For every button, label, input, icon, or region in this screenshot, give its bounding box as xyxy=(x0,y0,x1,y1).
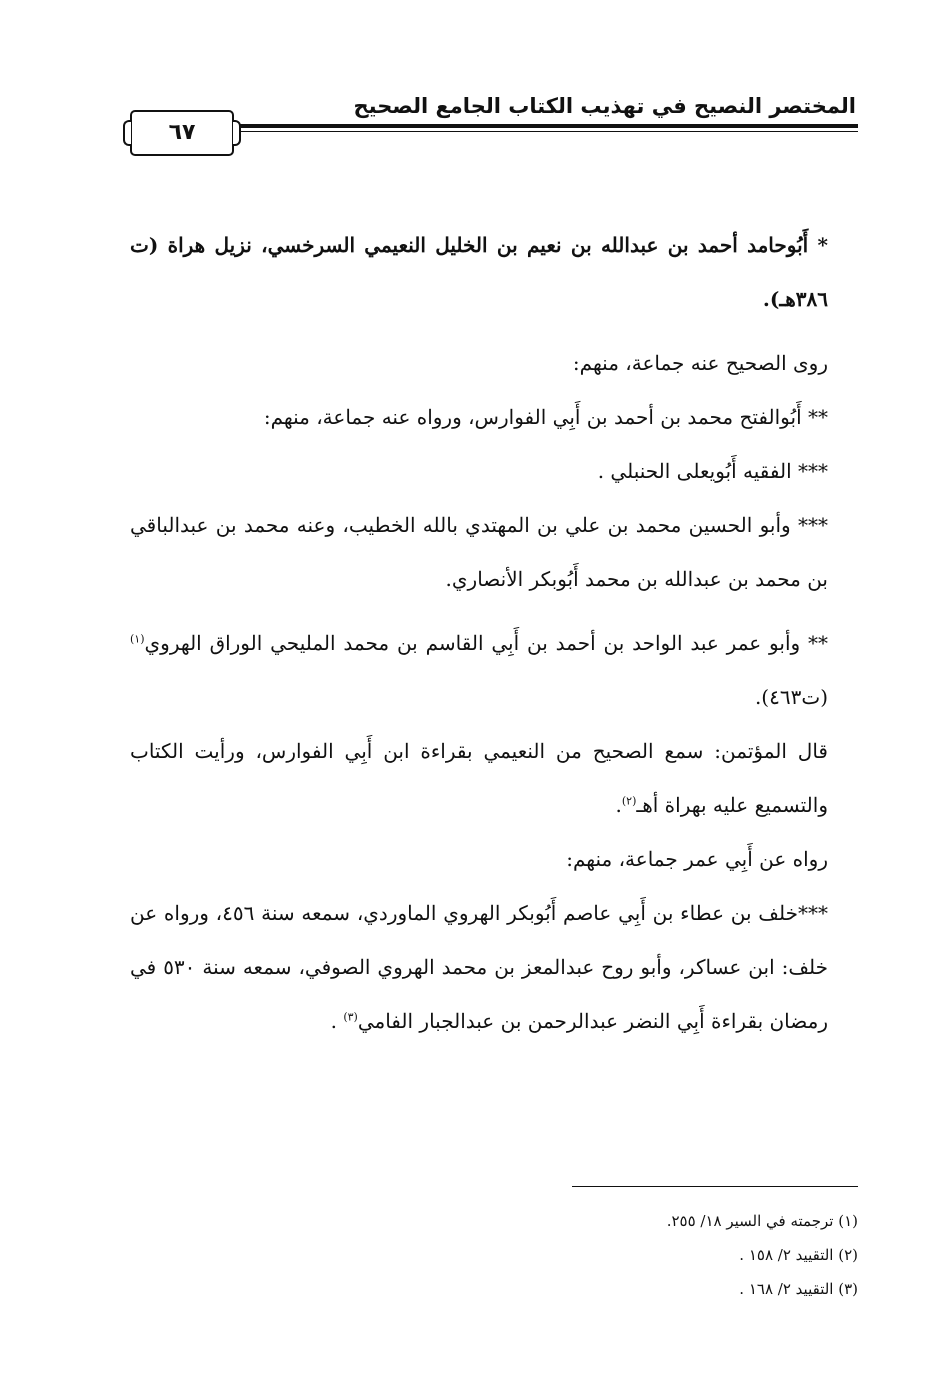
spacer xyxy=(130,326,858,336)
main-text xyxy=(130,218,858,1048)
header-rule-thin xyxy=(236,131,858,132)
footnote-separator xyxy=(572,1186,858,1187)
page-number: ٦٧ xyxy=(130,110,234,156)
paragraph-narrator-naimi: * أَبُوحامد أحمد بن عبدالله بن نعيم بن الخليل النعيمي السرخسي، نزيل هراة (ت ٣٨٦هـ). xyxy=(130,233,828,311)
paragraph-narrators-intro: روى الصحيح عنه جماعة، منهم: xyxy=(572,351,828,375)
paragraph-tail: (ت٤٦٣). xyxy=(754,685,828,709)
footnote-ref[interactable]: (٢) xyxy=(621,794,637,808)
paragraph-text: ***خلف بن عطاء بن أَبِي عاصم أَبُوبكر الهروي الماوردي، سمعه سنة ٤٥٦، ورواه عن خلف: ابن عساكر، وأبو روح عبدالمعز بن محمد الهروي الصوفي، سمعه سنة ٥٣٠ في رمضان بقراءة أَبِي النضر عبدالرحمن بن عبدالجبار الفامي xyxy=(130,901,829,1033)
footnote-ref[interactable]: (٣) xyxy=(343,1010,358,1024)
paragraph-abu-alfath: ** أَبُوالفتح محمد بن أحمد بن أَبِي الفوارس، ورواه عنه جماعة، منهم: xyxy=(263,405,828,429)
footnote-ref[interactable]: (١) xyxy=(130,632,145,646)
footnote-2: (٢) التقييد ٢/ ١٥٨ . xyxy=(739,1246,858,1264)
footnote-3: (٣) التقييد ٢/ ١٦٨ . xyxy=(739,1280,858,1298)
paragraph-abu-umar-narrators: رواه عن أَبِي عمر جماعة، منهم: xyxy=(566,847,828,871)
paragraph-almutamin xyxy=(130,724,858,832)
paragraph-tail: . xyxy=(615,793,622,817)
paragraph-abu-umar xyxy=(130,616,858,724)
spacer xyxy=(130,606,858,616)
header-rule-thick xyxy=(236,124,858,128)
paragraph-text: قال المؤتمن: سمع الصحيح من النعيمي بقراءة ابن أَبِي الفوارس، ورأيت الكتاب والتسميع عليه بهراة أهـ xyxy=(130,739,828,817)
footnote-1: (١) ترجمته في السير ١٨/ ٢٥٥. xyxy=(666,1212,858,1230)
paragraph-khalaf xyxy=(130,886,858,1048)
paragraph-abu-alhusayn: *** وأبو الحسين محمد بن علي بن المهتدي بالله الخطيب، وعنه محمد بن عبدالباقي بن محمد بن عبدالله بن محمد أَبُوبكر الأنصاري. xyxy=(130,513,828,591)
running-title: المختصر النصيح في تهذيب الكتاب الجامع الصحيح xyxy=(353,94,856,118)
footnotes xyxy=(130,1204,858,1306)
paragraph-abu-yala: *** الفقيه أَبُويعلى الحنبلي . xyxy=(597,459,828,483)
paragraph-text: ** وأبو عمر عبد الواحد بن أحمد بن أَبِي القاسم بن محمد المليحي الوراق الهروي xyxy=(144,631,829,655)
paragraph-tail: . xyxy=(330,1009,344,1033)
